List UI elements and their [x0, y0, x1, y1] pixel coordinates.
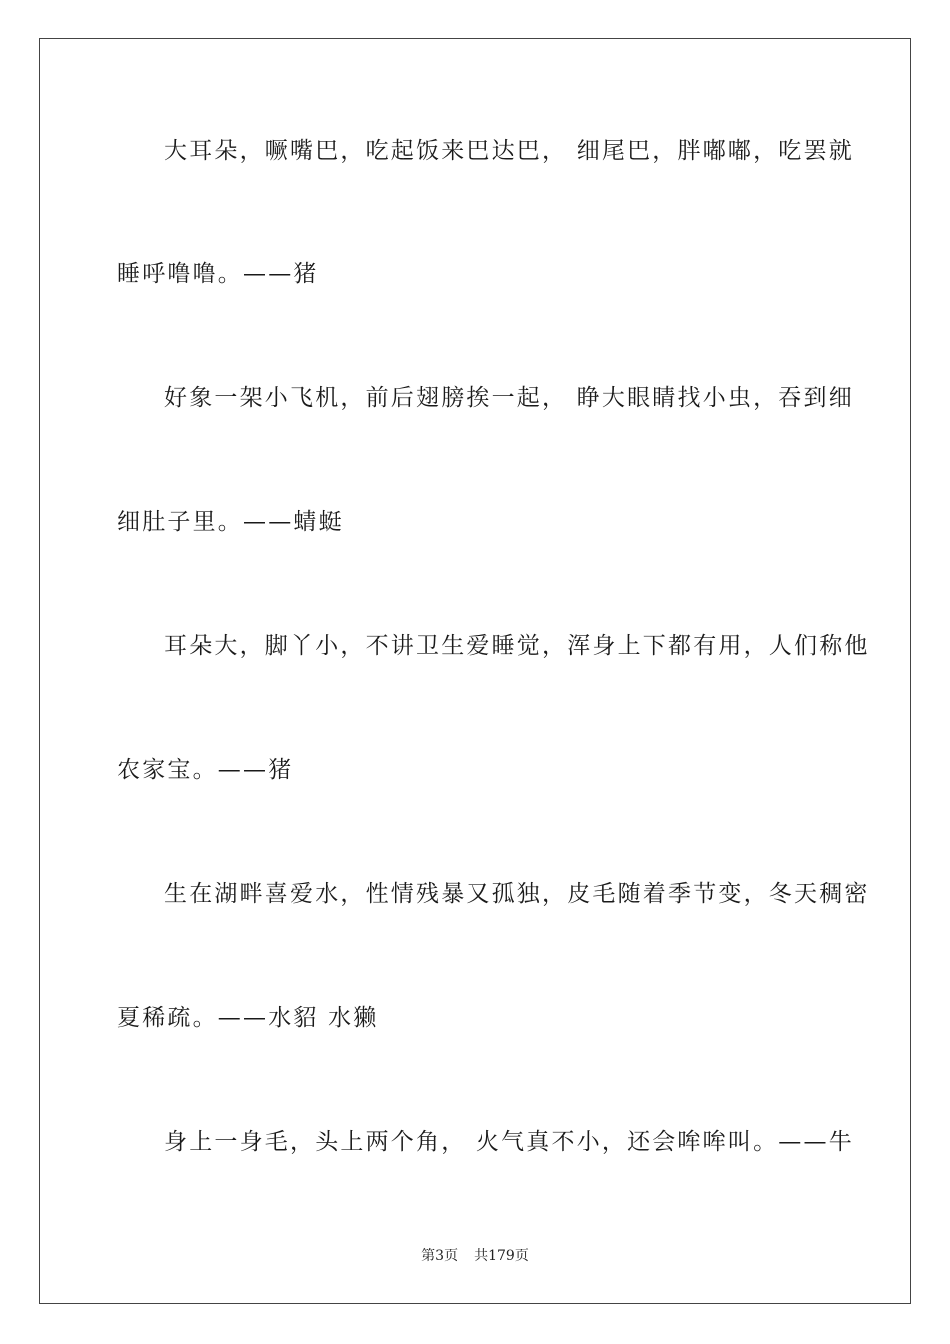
page-number: 第3页 [421, 1248, 459, 1264]
riddle-2-line-2: 细肚子里。——蜻蜓 [117, 509, 344, 535]
riddle-5-line-1: 身上一身毛，头上两个角， 火气真不小，还会哞哞叫。——牛 [164, 1129, 854, 1155]
total-pages: 共179页 [474, 1248, 529, 1264]
riddle-1-line-2: 睡呼噜噜。——猪 [117, 261, 319, 287]
riddle-4-line-2: 夏稀疏。——水貂 水獭 [117, 1005, 379, 1031]
riddle-2-line-1: 好象一架小飞机，前后翅膀挨一起， 睁大眼睛找小虫，吞到细 [164, 385, 854, 411]
page-footer [0, 1247, 950, 1265]
riddle-1-line-1: 大耳朵，噘嘴巴，吃起饭来巴达巴， 细尾巴，胖嘟嘟，吃罢就 [164, 138, 854, 164]
riddle-3-line-1: 耳朵大，脚丫小，不讲卫生爱睡觉，浑身上下都有用，人们称他 [164, 633, 870, 659]
page-border [39, 38, 911, 1304]
riddle-4-line-1: 生在湖畔喜爱水，性情残暴又孤独，皮毛随着季节变，冬天稠密 [164, 881, 870, 907]
riddle-3-line-2: 农家宝。——猪 [117, 757, 294, 783]
